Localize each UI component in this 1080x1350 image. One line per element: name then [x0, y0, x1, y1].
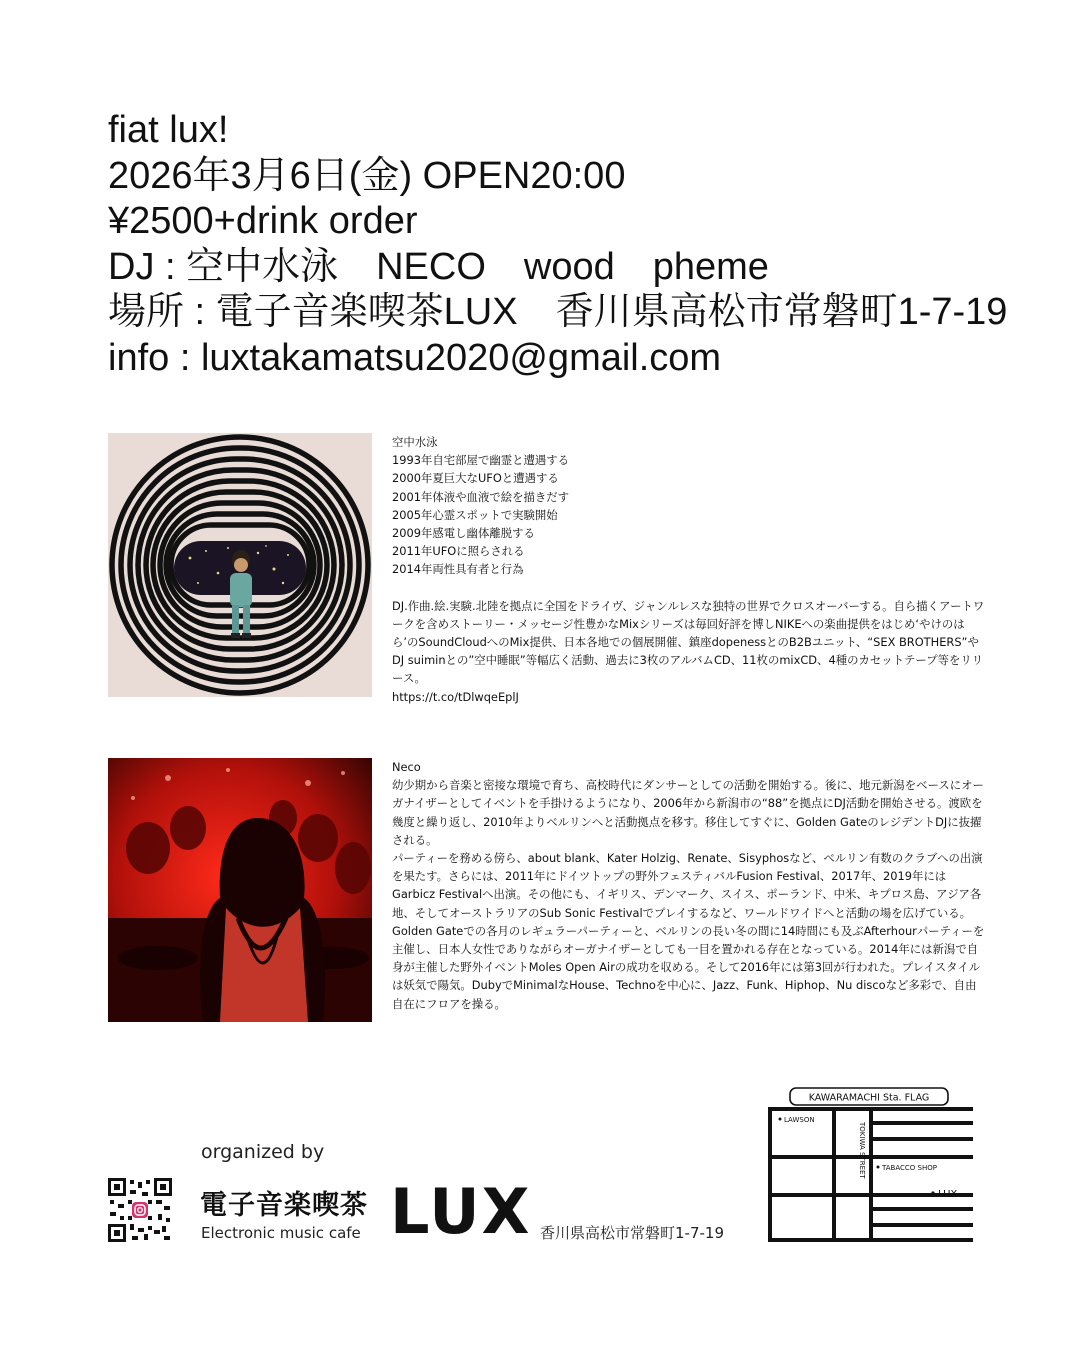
map-lux-label: LUX: [938, 1189, 958, 1200]
history-line: 2014年両性具有者と行為: [392, 562, 524, 577]
venue-map: [768, 1085, 973, 1245]
instagram-qr-code[interactable]: [108, 1178, 172, 1242]
organized-by-label: organized by: [201, 1141, 325, 1163]
map-tabacco-label: TABACCO SHOP: [882, 1164, 937, 1172]
logo-japanese-text: 電子音楽喫茶: [200, 1190, 368, 1221]
map-lawson-label: LAWSON: [784, 1116, 815, 1124]
lux-logo: LUX: [390, 1175, 532, 1248]
bio-paragraph: Golden Gateでの各月のレギュラーパーティーと、ベルリンの長い冬の間に14時間にも及ぶAfterhourパーティーを主催し、日本人女性でありながらオーガナイザーとしても一目を置かれる存在となっている。2014年には新潟で自身が主催した野外イベントMoles Open Airの成功を収める。そして2016年には第3回が行われた。プレイスタイルは妖気で陽気。DubyでMinimalなHouse、Technoを中心に、Jazz、Funk、Hiphop、Nu discoなど多彩で、自由自在にフロアを操る。: [392, 923, 985, 1011]
event-price: ¥2500+drink order: [108, 200, 418, 242]
map-station-label: KAWARAMACHI Sta. FLAG: [808, 1092, 930, 1104]
event-venue: 場所 : 電子音楽喫茶LUX 香川県高松市常磐町1-7-19: [108, 291, 1008, 333]
event-title: fiat lux!: [108, 109, 229, 151]
artist-bio-neco: [392, 758, 987, 1013]
event-djs: DJ : 空中水泳 NECO wood pheme: [108, 245, 769, 288]
history-line: 2009年感電し幽体離脱する: [392, 526, 535, 541]
bio-paragraph: パーティーを務める傍ら、about blank、Kater Holzig、Renate、Sisyphosなど、ベルリン有数のクラブへの出演を果たす。さらには、2011年にドイツトップの野外フェスティバルFusion Festival、2017年、2019年にはGarbicz Festivalへ出演。その他にも、イギリス、デンマーク、スイス、ポーランド、中米、キプロス島、アジア各地、そしてオーストラリアのSub Sonic Festivalでプレイするなど、ワールドワイドへと活動の場を広げている。: [392, 851, 983, 920]
event-contact: info : luxtakamatsu2020@gmail.com: [108, 336, 722, 379]
event-date: 2026年3月6日(金) OPEN20:00: [108, 154, 626, 197]
history-line: 1993年自宅部屋で幽霊と遭遇する: [392, 453, 570, 468]
artist-name: Neco: [392, 760, 421, 774]
artist-photo-neco: [108, 758, 372, 1022]
artist-name: 空中水泳: [392, 435, 438, 449]
footer-address: 香川県高松市常磐町1-7-19: [540, 1224, 724, 1242]
bio-paragraph: 幼少期から音楽と密接な環境で育ち、高校時代にダンサーとしての活動を開始する。後に、地元新潟をベースにオーガナイザーとしてイベントを手掛けるようになり、2006年から新潟市の“88”を拠点にDJ活動を開始させる。渡欧を幾度と繰り返し、2010年よりベルリンへと活動拠点を移す。移住してすぐに、Golden GateのレジデントDJに抜擢される。: [392, 778, 984, 847]
artist-description: DJ.作曲.絵.実験.北陸を拠点に全国をドライヴ、ジャンルレスな独特の世界でクロスオーバーする。自ら描くアートワークを含めストーリー・メッセージ性豊かなMixシリーズは毎回好評を博しNIKEへの楽曲提供をはじめ‘やけのはら’のSoundCloudへのMix提供、日本各地での個展開催、鎮座dopenessとのB2Bユニット、“SEX BROTHERS”やDJ suiminとの”空中睡眠”等幅広く活動、過去に3枚のアルバムCD、11枚のmixCD、4種のカセットテープ等をリリース。: [392, 598, 985, 686]
history-line: 2011年UFOに照らされる: [392, 544, 525, 559]
logo-english-text: Electronic music cafe: [201, 1224, 361, 1242]
map-street-label: TOKIWA STREET: [858, 1122, 866, 1179]
artist-photo-kuchusuiei: [108, 433, 372, 697]
history-line: 2001年体液や血液で絵を描きだす: [392, 489, 570, 504]
history-line: 2005年心霊スポットで実験開始: [392, 507, 558, 522]
artist-bio-kuchusuiei: [392, 433, 987, 706]
event-header: [108, 108, 1038, 381]
artist-link[interactable]: https://t.co/tDlwqeEplJ: [392, 689, 519, 704]
history-line: 2000年夏巨大なUFOと遭遇する: [392, 471, 559, 486]
